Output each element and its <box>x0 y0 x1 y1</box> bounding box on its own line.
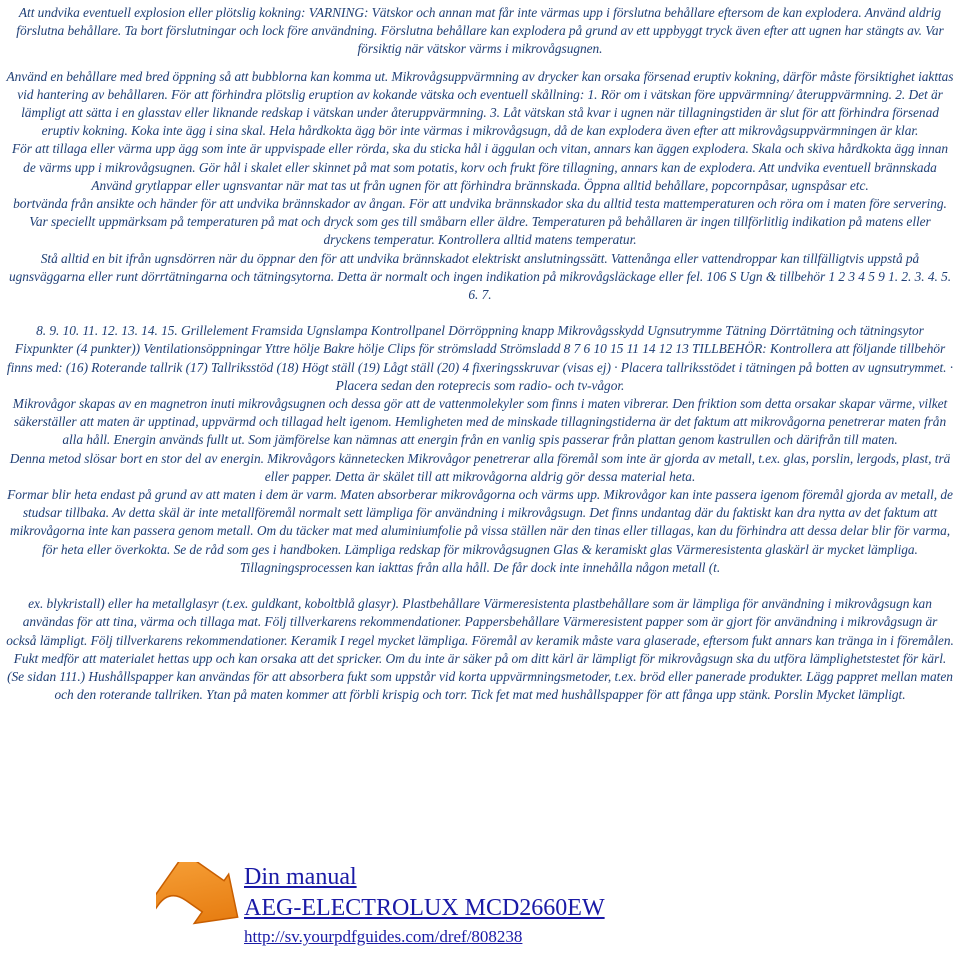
manual-footer <box>150 858 770 954</box>
paragraph-gap <box>6 59 954 68</box>
paragraph-oven-parts: 8. 9. 10. 11. 12. 13. 14. 15. Grillelement Framsida Ugnslampa Kontrollpanel Dörröppning knapp Mikrovågsskydd Ugnsutrymme Tätning Dörrtätning och tätningsytor Fixpunkter (4 punkter)) Ventilationsöppningar Yttre hölje Bakre hölje Clips för strömsladd Strömsladd 8 7 6 10 15 11 14 12 13 TILLBEHÖR: Kontrollera att följande tillbehör finns med: (16) Roterande tallrik (17) Tallriksstöd (18) Högt ställ (19) Lågt ställ (20) 4 fixeringsskruvar (visas ej) · Placera tallriksstödet i tätningen på botten av ugnsutrymmet. · Placera sedan den roteprecis som radio- och tv-vågor. <box>6 323 954 393</box>
manual-text-body <box>6 4 954 704</box>
paragraph-containers: ex. blykristall) eller ha metallglasyr (t.ex. guldkant, koboltblå glasyr). Plastbehållare Värmeresistenta plastbehållare som är lämpliga för användning i mikrovågsugn kan användas för att tina, värma och tillaga mat. Följ tillverkarens rekommendationer. Pappersbehållare Värmeresistent papper som är gjort för användning i mikrovågsugn är också lämpligt. Följ tillverkarens rekommendationer. Keramik I regel mycket lämpliga. Föremål av keramik måste vara glaserade, eftersom fukt annars kan tränga in i föremålen. <box>6 596 954 648</box>
paragraph-gap <box>6 577 954 595</box>
paragraph-energy: Denna metod slösar bort en stor del av energin. Mikrovågors kännetecken Mikrovågor penetrerar alla föremål som inte är gjorda av metall, t.ex. glas, porslin, lergods, plast, trä eller papper. Detta är skälet till att mikrovågorna aldrig gör dessa material heta. <box>9 450 951 484</box>
manual-link[interactable]: Din manual <box>244 864 357 890</box>
paragraph-moisture: Fukt medför att materialet hettas upp och kan orsaka att det spricker. Om du inte är säker på om ditt kärl är lämpligt för mikrovågsugn ska du utföra lämplighetstestet för kärl. (Se sidan 111.) Hushållspapper kan användas för att absorbera fukt som uppstår vid korta uppvärmningsmetoder, t.ex. bröd eller panerade produkter. Lägg pappret mellan maten och den roterande tallriken. Ytan på maten kommer att förbli krispig och torr. Tick fet mat med hushållspapper för att fånga upp stänk. Porslin Mycket lämpligt. <box>7 650 953 703</box>
paragraph-condensation: Stå alltid en bit ifrån ugnsdörren när du öppnar den för att undvika brännskadot elektriskt anslutningssätt. Vattenånga eller vattendroppar kan tillfälligtvis uppstå på ugnsväggarna eller runt dörrtätningarna och tätningsytorna. Detta är normalt och ingen indikation på mikrovågsläckage eller fel. 106 S Ugn & tillbehör 1 2 3 4 5 9 1. 2. 3. 4. 5. 6. 7. <box>8 250 952 303</box>
paragraph-metal: Formar blir heta endast på grund av att maten i dem är varm. Maten absorberar mikrovågorna och värms upp. Mikrovågor kan inte passera igenom föremål gjorda av metall, de studsar tillbaka. Av detta skäl är inte metallföremål normalt sett lämpliga för användning i mikrovågsugn. Det finns undantag där du faktiskt kan dra nytta av det faktum att mikrovågorna inte kan passera genom metall. Om du täcker mat med aluminiumfolie på vissa ställen när den tinas eller tillagas, kan du förhindra att dessa delar blir för varma, för heta eller överkokta. Se de råd som ges i handboken. Lämpliga redskap för mikrovågsugnen Glas & keramiskt glas Värmeresistenta glaskärl är mycket lämpliga. Tillagningsprocessen kan iakttas från alla håll. De får dock inte innehålla någon metall (t. <box>7 487 953 575</box>
paragraph-microwaves: Mikrovågor skapas av en magnetron inuti mikrovågsugnen och dessa gör att de vattenmolekyler som finns i maten vibrerar. Den friktion som detta orsakar skapar värme, vilket säkerställer att maten är upptinad, uppvärmd och tillagad helt igenom. Hemligheten med de minskade tillagningstiderna är det faktum att mikrovågorna penetrerar maten från alla håll. Energin används fullt ut. Som jämförelse kan nämnas att energin från en vanlig spis passerar från plattan genom kastrullen och därifrån till maten. <box>12 396 948 448</box>
paragraph-gap <box>6 304 954 322</box>
orange-arrow-icon <box>156 862 240 946</box>
paragraph-eruptive-boiling: Använd en behållare med bred öppning så att bubblorna kan komma ut. Mikrovågsuppvärmning av drycker kan orsaka försenad eruptiv kokning, därför måste försiktighet iakttas vid hantering av behållaren. För att förhindra plötslig eruption av kokande vätska och eventuell skållning: 1. Rör om i vätskan före uppvärmning/ återuppvärmning. 2. Det är lämpligt att sätta i en glasstav eller liknande redskap i vätskan under återuppvärmning. 3. Låt vätskan stå kvar i ugnen när tillagningstiden är slut för att förhindra försenad eruptiv kokning. Koka inte ägg i sina skal. Hela hårdkokta ägg bör inte värmas i mikrovågsugn, då de kan explodera även efter att mikrovågsuppvärmningen är klar. <box>6 68 954 139</box>
product-link[interactable]: AEG-ELECTROLUX MCD2660EW <box>244 895 605 921</box>
url-link[interactable]: http://sv.yourpdfguides.com/dref/808238 <box>244 927 523 946</box>
paragraph-explosion-warning: Att undvika eventuell explosion eller plötslig kokning: VARNING: Vätskor och annan mat får inte värmas upp i förslutna behållare eftersom de kan explodera. Använd aldrig förslutna behållare. Ta bort förslutningar och lock före användning. Förslutna behållare kan explodera på grund av ett uppbyggt tryck även efter att ugnen har stängts av. Var försiktig när vätskor värms i mikrovågsugnen. <box>16 5 944 57</box>
paragraph-burns: bortvända från ansikte och händer för att undvika brännskador av ångan. För att undvika brännskador ska du alltid testa mattemperaturen och röra om i maten före servering. Var speciellt uppmärksam på temperaturen på mat och dryck som ges till småbarn eller äldre. Temperaturen på behållaren är ingen tillförlitlig indikation på matens eller dryckens temperatur. Kontrollera alltid matens temperatur. <box>13 196 947 248</box>
footer-links <box>244 862 605 948</box>
paragraph-eggs: För att tillaga eller värma upp ägg som inte är uppvispade eller rörda, ska du sticka hål i äggulan och vitan, annars kan äggen explodera. Skala och skiva hårdkokta ägg innan de värms upp i mikrovågsugnen. Gör hål i skalet eller skinnet på mat som potatis, korv och frukt före tillagning, annars kan de explodera. Att undvika eventuell brännskada Använd grytlappar eller ugnsvantar när mat tas ut från ugnen för att förhindra brännskada. Öppna alltid behållare, popcornpåsar, ugnspåsar etc. <box>11 141 949 193</box>
